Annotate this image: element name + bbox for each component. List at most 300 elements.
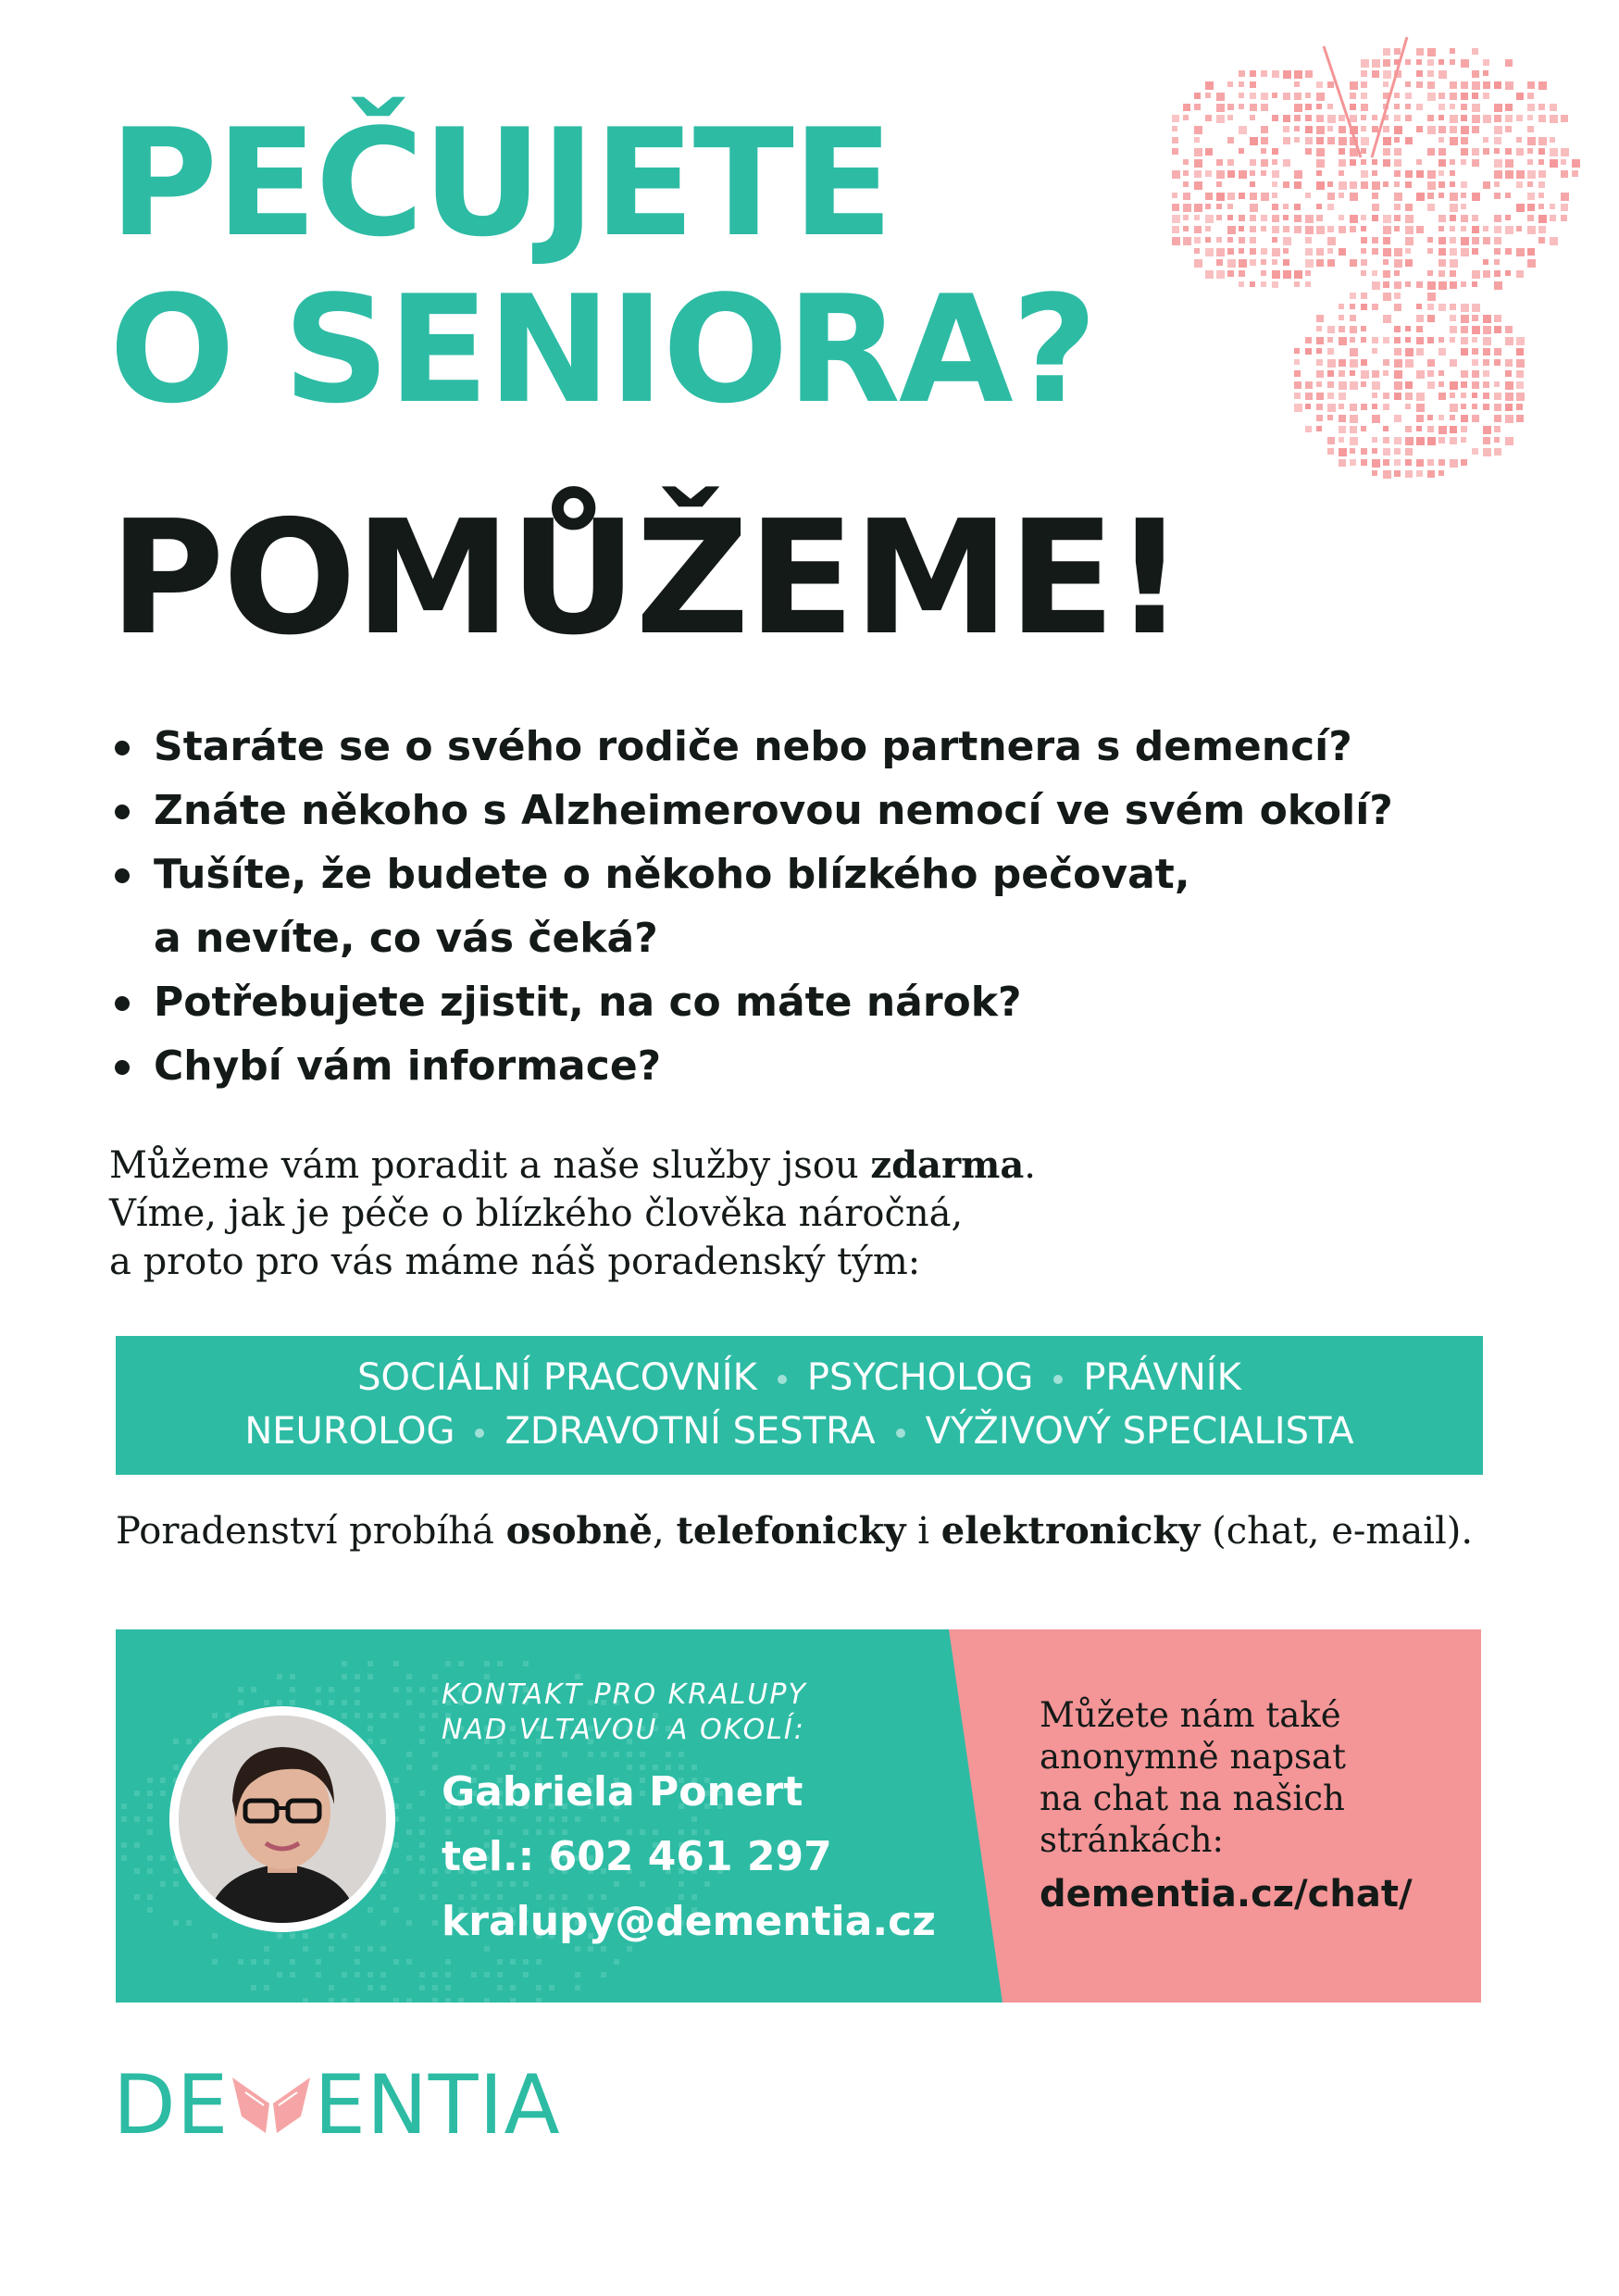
pattern-dot — [497, 1661, 503, 1666]
butterfly-pixel — [1294, 281, 1300, 287]
butterfly-pixel — [1361, 337, 1366, 343]
contact-caption-line: KONTAKT PRO KRALUPY — [442, 1678, 807, 1711]
butterfly-pixel — [1305, 381, 1313, 389]
butterfly-pixel — [1339, 415, 1346, 422]
butterfly-pixel — [1372, 370, 1379, 378]
butterfly-pixel — [1505, 226, 1513, 234]
butterfly-pixel — [1394, 148, 1401, 156]
butterfly-pixel — [1483, 226, 1488, 231]
butterfly-pixel — [1494, 193, 1501, 199]
butterfly-pixel — [1327, 115, 1336, 123]
butterfly-pixel — [1472, 248, 1478, 255]
butterfly-pixel — [1494, 170, 1502, 179]
butterfly-pixel — [1250, 159, 1256, 166]
butterfly-pixel — [1283, 70, 1291, 79]
butterfly-pixel — [1250, 104, 1257, 111]
butterfly-pixel — [1427, 59, 1434, 66]
butterfly-pixel — [1427, 204, 1435, 211]
butterfly-pixel — [1316, 148, 1325, 156]
butterfly-pixel — [1416, 104, 1423, 110]
pattern-dot — [445, 1972, 451, 1978]
pattern-dot — [419, 1726, 425, 1731]
butterfly-pixel — [1250, 248, 1256, 255]
butterfly-pixel — [1327, 193, 1335, 200]
butterfly-pixel — [1194, 237, 1201, 243]
butterfly-pixel — [1261, 70, 1267, 77]
butterfly-pixel — [1494, 448, 1501, 455]
intro-text: Můžeme vám poradit a naše služby jsou — [109, 1144, 871, 1187]
butterfly-pixel — [1194, 126, 1202, 134]
butterfly-pixel — [1383, 448, 1390, 455]
pattern-dot — [432, 1765, 438, 1770]
butterfly-pixel — [1394, 337, 1401, 343]
pattern-dot — [458, 1661, 464, 1666]
butterfly-pixel — [1283, 137, 1290, 144]
butterfly-pixel — [1483, 93, 1489, 99]
butterfly-pixel — [1216, 159, 1223, 166]
pattern-dot — [497, 1816, 503, 1822]
butterfly-pixel — [1183, 193, 1190, 200]
pattern-dot — [510, 1998, 516, 2003]
butterfly-pixel — [1250, 181, 1255, 187]
butterfly-pixel — [1250, 81, 1256, 88]
butterfly-pixel — [1494, 326, 1501, 333]
butterfly-pixel — [1316, 170, 1322, 176]
question-list — [109, 715, 1498, 1098]
butterfly-pixel — [1461, 215, 1468, 222]
butterfly-pixel — [1538, 204, 1544, 209]
butterfly-pixel — [1372, 70, 1379, 78]
butterfly-pixel — [1172, 193, 1177, 198]
team-row-2 — [116, 1406, 1483, 1456]
butterfly-pixel — [1405, 204, 1413, 211]
pattern-dot — [536, 1816, 542, 1822]
butterfly-pixel — [1339, 126, 1346, 133]
butterfly-pixel — [1383, 148, 1390, 156]
pattern-dot — [147, 1803, 153, 1809]
pattern-dot — [355, 1687, 360, 1692]
butterfly-pixel — [1339, 170, 1344, 176]
pattern-dot — [419, 1842, 425, 1848]
chat-text-line: anonymně napsat — [1040, 1737, 1346, 1777]
chat-invitation — [1040, 1694, 1465, 1861]
butterfly-pixel — [1283, 115, 1290, 122]
butterfly-pixel — [1261, 248, 1267, 255]
butterfly-pixel — [1527, 170, 1536, 179]
question-item — [109, 842, 1498, 970]
butterfly-pixel — [1194, 170, 1202, 178]
butterfly-pixel — [1227, 81, 1233, 87]
butterfly-pixel — [1394, 115, 1401, 121]
question-text: Chybí vám informace? — [154, 1042, 662, 1090]
butterfly-pixel — [1283, 159, 1290, 167]
team-role: VÝŽIVOVÝ SPECIALISTA — [925, 1410, 1354, 1453]
butterfly-pixel — [1327, 393, 1334, 399]
pattern-dot — [471, 1816, 477, 1822]
butterfly-pixel — [1350, 326, 1357, 333]
pattern-dot — [355, 1713, 360, 1718]
butterfly-pixel — [1350, 159, 1356, 166]
contact-box — [116, 1629, 1481, 2003]
butterfly-pixel — [1516, 204, 1525, 212]
butterfly-pixel — [1516, 148, 1524, 156]
butterfly-pixel — [1339, 226, 1346, 233]
pattern-dot — [536, 1752, 542, 1757]
butterfly-pixel — [1372, 404, 1377, 409]
butterfly-pixel — [1361, 181, 1368, 189]
pattern-dot — [173, 1868, 179, 1874]
pattern-dot — [523, 1752, 529, 1757]
pattern-dot — [497, 1985, 503, 1990]
butterfly-pixel — [1316, 415, 1323, 421]
butterfly-pixel — [1438, 93, 1445, 99]
butterfly-pixel — [1405, 437, 1414, 445]
butterfly-pixel — [1372, 237, 1378, 243]
pattern-dot — [704, 1881, 710, 1887]
butterfly-pixel — [1483, 81, 1490, 89]
pattern-dot — [549, 1985, 554, 1990]
butterfly-pixel — [1227, 259, 1236, 268]
butterfly-pixel — [1316, 381, 1322, 387]
pattern-dot — [238, 1959, 243, 1965]
butterfly-pixel — [1416, 337, 1424, 344]
contact-caption-line: NAD VLTAVOU A OKOLÍ: — [442, 1714, 805, 1746]
butterfly-pixel — [1483, 426, 1491, 434]
butterfly-pixel — [1361, 170, 1368, 178]
butterfly-pixel — [1516, 415, 1524, 422]
butterfly-pixel — [1272, 237, 1277, 243]
butterfly-pixel — [1572, 170, 1578, 177]
butterfly-pixel — [1372, 181, 1380, 190]
butterfly-pixel — [1472, 326, 1480, 334]
butterfly-pixel — [1405, 337, 1411, 343]
pattern-dot — [393, 1868, 399, 1874]
pattern-dot — [419, 1868, 425, 1874]
butterfly-pixel — [1405, 281, 1411, 287]
butterfly-pixel — [1227, 237, 1233, 243]
pattern-dot — [419, 1972, 425, 1978]
butterfly-pixel — [1383, 59, 1390, 67]
butterfly-pixel — [1516, 137, 1522, 143]
butterfly-pixel — [1461, 93, 1468, 100]
butterfly-pixel — [1472, 281, 1477, 287]
pattern-dot — [497, 1881, 503, 1887]
butterfly-pixel — [1283, 270, 1291, 279]
team-role: SOCIÁLNÍ PRACOVNÍK — [357, 1356, 757, 1399]
butterfly-pixel — [1472, 237, 1479, 244]
butterfly-pixel — [1472, 370, 1479, 378]
butterfly-pixel — [1239, 193, 1245, 199]
butterfly-pixel — [1427, 115, 1434, 121]
butterfly-pixel — [1516, 181, 1523, 188]
butterfly-pixel — [1272, 248, 1280, 256]
butterfly-pixel — [1427, 459, 1434, 466]
butterfly-pixel — [1427, 270, 1433, 276]
services-text: Poradenství probíhá — [116, 1510, 506, 1553]
contact-phone[interactable]: tel.: 602 461 297 — [442, 1833, 832, 1880]
team-role: NEUROLOG — [244, 1410, 455, 1453]
butterfly-pixel — [1394, 181, 1400, 187]
butterfly-pixel — [1438, 437, 1445, 443]
butterfly-pixel — [1505, 148, 1512, 155]
services-emphasis: telefonicky — [676, 1509, 906, 1553]
butterfly-pixel — [1372, 281, 1380, 290]
butterfly-pixel — [1350, 426, 1357, 433]
butterfly-pixel — [1227, 170, 1235, 178]
butterfly-pixel — [1483, 315, 1491, 323]
butterfly-pixel — [1461, 393, 1466, 398]
butterfly-pixel — [1472, 215, 1478, 221]
butterfly-pixel — [1327, 448, 1334, 455]
butterfly-pixel — [1461, 370, 1468, 378]
pattern-dot — [367, 1661, 373, 1666]
butterfly-pixel — [1350, 81, 1358, 90]
butterfly-pixel — [1427, 337, 1434, 343]
butterfly-pixel — [1327, 137, 1335, 144]
butterfly-pixel — [1394, 448, 1401, 455]
butterfly-pixel — [1405, 226, 1414, 234]
pattern-dot — [406, 1674, 412, 1679]
butterfly-pixel — [1205, 237, 1211, 243]
butterfly-pixel — [1316, 204, 1322, 209]
butterfly-pixel — [1272, 215, 1279, 222]
pattern-dot — [562, 1752, 567, 1757]
butterfly-pixel — [1450, 326, 1457, 333]
intro-line-2: Víme, jak je péče o blízkého člověka náročná, — [109, 1192, 964, 1235]
pattern-dot — [147, 1894, 153, 1900]
butterfly-pixel — [1527, 104, 1535, 111]
butterfly-pixel — [1483, 337, 1491, 345]
butterfly-pixel — [1316, 426, 1322, 431]
butterfly-pixel — [1450, 104, 1455, 109]
question-text: Staráte se o svého rodiče nebo partnera s demencí? — [154, 723, 1352, 770]
butterfly-pixel — [1316, 159, 1325, 168]
butterfly-pixel — [1239, 237, 1245, 243]
butterfly-pixel — [1438, 70, 1447, 79]
question-item — [109, 779, 1498, 842]
butterfly-pixel — [1250, 70, 1256, 77]
butterfly-pixel — [1283, 259, 1289, 266]
butterfly-pixel — [1483, 348, 1490, 356]
butterfly-pixel — [1461, 459, 1467, 466]
butterfly-pixel — [1416, 281, 1423, 288]
pattern-dot — [614, 1816, 619, 1822]
butterfly-pixel — [1516, 359, 1525, 368]
butterfly-pixel — [1483, 404, 1489, 410]
butterfly-pixel — [1183, 159, 1189, 165]
butterfly-pixel — [1339, 359, 1346, 367]
butterfly-pixel — [1261, 126, 1268, 133]
butterfly-pixel — [1394, 359, 1402, 368]
butterfly-pixel — [1383, 281, 1389, 288]
butterfly-pixel — [1205, 115, 1212, 121]
butterfly-pixel — [1505, 270, 1511, 276]
pattern-dot — [458, 1998, 464, 2003]
butterfly-pixel — [1483, 393, 1489, 399]
butterfly-pixel — [1416, 170, 1424, 178]
pattern-dot — [329, 1998, 334, 2003]
butterfly-pixel — [1250, 204, 1258, 212]
butterfly-pixel — [1250, 281, 1255, 287]
butterfly-pixel — [1372, 115, 1377, 120]
butterfly-pixel — [1538, 104, 1545, 110]
butterfly-pixel — [1239, 270, 1245, 277]
butterfly-pixel — [1305, 426, 1312, 432]
butterfly-pixel — [1372, 159, 1377, 165]
butterfly-pixel — [1438, 181, 1445, 188]
pattern-dot — [251, 1687, 256, 1692]
butterfly-pixel — [1294, 126, 1300, 131]
butterfly-pixel — [1305, 70, 1313, 78]
butterfly-pixel — [1405, 248, 1411, 254]
butterfly-pixel — [1305, 404, 1311, 409]
butterfly-pixel — [1316, 259, 1324, 267]
butterfly-pixel — [1416, 470, 1423, 477]
butterfly-pixel — [1294, 70, 1302, 79]
butterfly-pixel — [1361, 93, 1367, 99]
butterfly-pixel — [1250, 137, 1258, 145]
butterfly-pixel — [1183, 104, 1190, 111]
butterfly-pixel — [1450, 81, 1457, 89]
pattern-dot — [380, 1739, 386, 1744]
butterfly-pixel — [1405, 448, 1413, 455]
services-text: i — [905, 1510, 941, 1553]
butterfly-pixel — [1239, 215, 1245, 221]
pattern-dot — [497, 1752, 503, 1757]
butterfly-pixel — [1450, 137, 1458, 145]
pattern-dot — [510, 1985, 516, 1990]
butterfly-pixel — [1405, 104, 1411, 109]
pattern-dot — [147, 1855, 153, 1861]
butterfly-pixel — [1350, 370, 1355, 376]
butterfly-pixel — [1538, 137, 1547, 145]
butterfly-pixel — [1527, 137, 1536, 145]
butterfly-pixel — [1505, 115, 1513, 122]
butterfly-pixel — [1372, 193, 1378, 199]
butterfly-pixel — [1494, 215, 1501, 222]
question-text-continuation: a nevíte, co vás čeká? — [154, 915, 658, 962]
butterfly-pixel — [1372, 270, 1377, 276]
butterfly-pixel — [1372, 126, 1378, 132]
pattern-dot — [575, 1972, 580, 1978]
butterfly-pixel — [1405, 181, 1412, 188]
butterfly-pixel — [1394, 437, 1401, 444]
pattern-dot — [510, 1816, 516, 1822]
pattern-dot — [160, 1855, 166, 1861]
butterfly-pixel — [1394, 370, 1402, 379]
pattern-dot — [445, 1959, 451, 1965]
pattern-dot — [393, 1661, 399, 1666]
intro-line-3: a proto pro vás máme náš poradenský tým: — [109, 1241, 921, 1283]
butterfly-pixel — [1461, 204, 1466, 209]
pattern-dot — [342, 1933, 347, 1939]
butterfly-pixel — [1416, 393, 1425, 401]
butterfly-pixel — [1350, 215, 1358, 223]
butterfly-pixel — [1472, 81, 1480, 90]
butterfly-pixel — [1483, 359, 1489, 366]
butterfly-pixel — [1538, 159, 1544, 165]
butterfly-pixel — [1450, 437, 1457, 444]
butterfly-pixel — [1561, 215, 1567, 221]
butterfly-pixel — [1250, 93, 1256, 99]
butterfly-pixel — [1461, 348, 1468, 356]
butterfly-pixel — [1261, 226, 1266, 231]
butterfly-pixel — [1538, 81, 1547, 90]
pattern-dot — [121, 1842, 127, 1848]
pattern-dot — [290, 1687, 295, 1692]
pattern-dot — [471, 1972, 477, 1978]
butterfly-pixel — [1505, 215, 1511, 220]
butterfly-pixel — [1516, 115, 1523, 121]
intro-line-1 — [109, 1142, 1405, 1190]
butterfly-pixel — [1483, 381, 1489, 388]
butterfly-pixel — [1472, 348, 1478, 355]
butterfly-pixel — [1250, 193, 1257, 200]
butterfly-pixel — [1272, 181, 1277, 187]
butterfly-pixel — [1394, 326, 1401, 332]
butterfly-pixel — [1327, 337, 1333, 343]
butterfly-pixel — [1394, 259, 1402, 268]
butterfly-pixel — [1183, 226, 1189, 231]
pattern-dot — [588, 1946, 593, 1952]
butterfly-pixel — [1450, 126, 1457, 133]
butterfly-pixel — [1427, 81, 1435, 89]
pattern-dot — [406, 1855, 412, 1861]
butterfly-pixel — [1527, 193, 1535, 200]
butterfly-pixel — [1361, 137, 1369, 145]
pattern-dot — [406, 1765, 412, 1770]
butterfly-pixel — [1472, 404, 1477, 409]
butterfly-pixel — [1472, 126, 1479, 133]
butterfly-pixel — [1461, 181, 1467, 188]
pattern-dot — [134, 1791, 140, 1796]
butterfly-pixel — [1272, 115, 1278, 121]
butterfly-pixel — [1372, 170, 1377, 176]
butterfly-pixel — [1394, 270, 1400, 276]
intro-free-emphasis: zdarma — [870, 1143, 1025, 1187]
butterfly-pixel — [1216, 115, 1225, 123]
butterfly-pixel — [1205, 204, 1211, 209]
butterfly-pixel — [1372, 415, 1380, 423]
butterfly-pixel — [1394, 137, 1400, 143]
butterfly-pixel — [1294, 359, 1300, 365]
butterfly-pixel — [1327, 226, 1334, 232]
butterfly-pixel — [1272, 148, 1278, 155]
butterfly-pixel — [1216, 181, 1222, 187]
pattern-dot — [342, 1661, 347, 1666]
butterfly-pixel — [1527, 81, 1535, 89]
butterfly-pixel — [1438, 259, 1446, 267]
chat-link[interactable]: dementia.cz/chat/ — [1040, 1873, 1413, 1915]
pattern-dot — [277, 1674, 282, 1679]
pattern-dot — [264, 1959, 269, 1965]
butterfly-pixel — [1550, 237, 1558, 245]
butterfly-pixel — [1205, 148, 1213, 156]
butterfly-pixel — [1361, 59, 1369, 68]
butterfly-pixel — [1361, 215, 1366, 220]
pattern-dot — [523, 1972, 529, 1978]
butterfly-pixel — [1383, 426, 1389, 431]
butterfly-pixel — [1294, 115, 1301, 121]
butterfly-pixel — [1394, 304, 1401, 311]
butterfly-pixel — [1405, 137, 1413, 144]
contact-email[interactable]: kralupy@dementia.cz — [442, 1898, 936, 1945]
butterfly-pixel — [1305, 93, 1311, 98]
butterfly-pixel — [1538, 237, 1545, 243]
butterfly-pixel — [1394, 248, 1402, 256]
butterfly-pixel — [1427, 315, 1435, 322]
butterfly-pixel — [1416, 59, 1422, 65]
